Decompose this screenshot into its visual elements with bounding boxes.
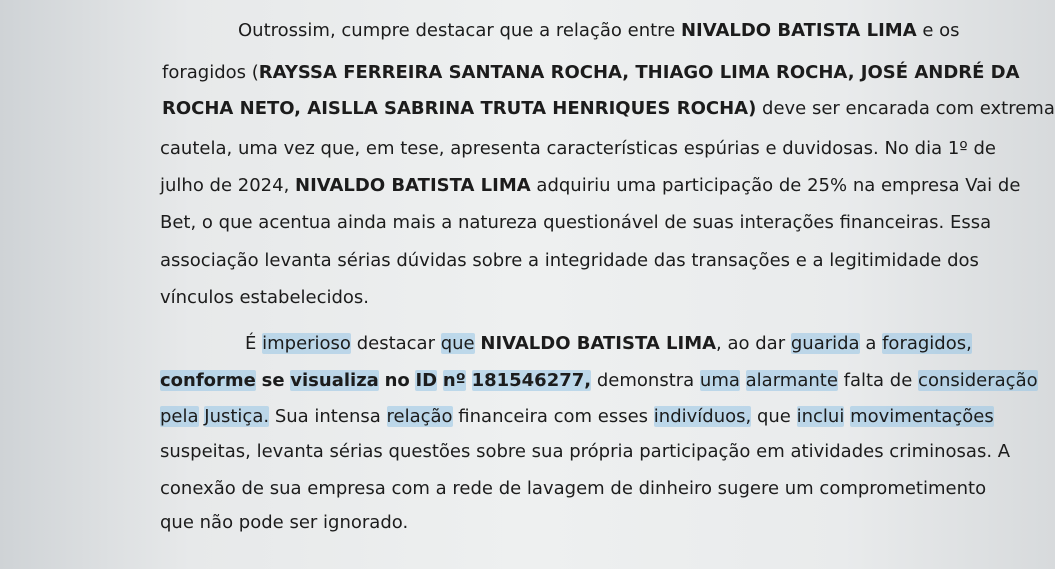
name-bold: NIVALDO BATISTA LIMA — [680, 20, 917, 41]
highlighted-word[interactable]: imperioso — [262, 333, 351, 354]
highlighted-word[interactable]: relação — [386, 406, 453, 427]
p1-line-6 — [160, 212, 991, 234]
text-segment: vínculos estabelecidos. — [160, 287, 370, 308]
text-segment: demonstra — [596, 370, 695, 391]
text-segment: julho de 2024, — [160, 175, 296, 196]
highlighted-word[interactable]: guarida — [790, 333, 860, 354]
text-segment: Sua intensa — [274, 406, 381, 427]
text-segment: destacar — [356, 333, 435, 354]
text-segment: foragidos ( — [162, 62, 259, 83]
text-segment: associação levanta sérias dúvidas sobre a integridade das transações e a legitimidade dos — [160, 250, 979, 271]
text-segment: conexão de sua empresa com a rede de lavagem de dinheiro sugere um comprometimento — [160, 478, 987, 499]
p2-line-5 — [160, 478, 986, 500]
text-segment: a — [865, 333, 877, 354]
p1-line-4 — [160, 138, 996, 160]
highlighted-id[interactable]: 181546277, — [471, 370, 592, 391]
text-segment: cautela, uma vez que, em tese, apresenta características espúrias e duvidosas. No dia 1º de — [160, 138, 996, 159]
text-segment: se — [261, 370, 285, 391]
p2-line-1 — [245, 333, 972, 355]
highlighted-word[interactable]: Justiça. — [204, 406, 270, 427]
p1-line-8 — [160, 287, 369, 309]
text-segment: no — [384, 370, 410, 391]
p1-line-7 — [160, 250, 979, 272]
highlighted-word[interactable]: visualiza — [290, 370, 379, 391]
p2-line-3 — [160, 406, 994, 428]
highlighted-word[interactable]: que — [440, 333, 475, 354]
text-segment: Outrossim, cumpre destacar que a relação entre — [238, 20, 681, 41]
text-segment: , ao dar — [716, 333, 786, 354]
text-segment: adquiriu uma participação de 25% na empresa Vai de — [530, 175, 1021, 196]
p2-line-2 — [160, 370, 1038, 392]
p1-line-2 — [162, 62, 1020, 84]
highlighted-word[interactable]: consideração — [918, 370, 1038, 391]
highlighted-word[interactable]: ID — [415, 370, 438, 391]
text-segment: que não pode ser ignorado. — [160, 512, 409, 533]
highlighted-word[interactable]: indivíduos, — [653, 406, 752, 427]
name-bold: NIVALDO BATISTA LIMA — [480, 333, 717, 354]
text-segment: deve ser encarada com extrema — [756, 98, 1055, 119]
name-bold: NIVALDO BATISTA LIMA — [295, 175, 531, 196]
highlighted-word[interactable]: alarmante — [745, 370, 838, 391]
p2-line-4 — [160, 441, 1010, 463]
text-segment: financeira com esses — [458, 406, 649, 427]
text-segment: falta de — [843, 370, 913, 391]
p2-line-6 — [160, 512, 408, 534]
highlighted-word[interactable]: uma — [699, 370, 740, 391]
text-segment: que — [756, 406, 791, 427]
highlighted-word[interactable]: inclui — [796, 406, 845, 427]
highlighted-word[interactable]: nº — [442, 370, 466, 391]
p1-line-1 — [238, 20, 960, 42]
highlighted-word[interactable]: foragidos, — [882, 333, 972, 354]
p1-line-5 — [160, 175, 1020, 197]
names-bold: ROCHA NETO, AISLLA SABRINA TRUTA HENRIQUES ROCHA) — [162, 98, 757, 119]
highlighted-word[interactable]: pela — [160, 406, 199, 427]
text-segment: e os — [916, 20, 960, 41]
highlighted-word[interactable]: conforme — [160, 370, 256, 391]
text-segment: suspeitas, levanta sérias questões sobre sua própria participação em atividades criminosas. A — [160, 441, 1011, 462]
names-bold: RAYSSA FERREIRA SANTANA ROCHA, THIAGO LIMA ROCHA, JOSÉ ANDRÉ DA — [258, 62, 1020, 83]
text-segment: Bet, o que acentua ainda mais a natureza questionável de suas interações financeiras. Essa — [160, 212, 992, 233]
p1-line-3 — [162, 98, 1055, 120]
text-segment: É — [245, 333, 257, 354]
highlighted-word[interactable]: movimentações — [850, 406, 994, 427]
